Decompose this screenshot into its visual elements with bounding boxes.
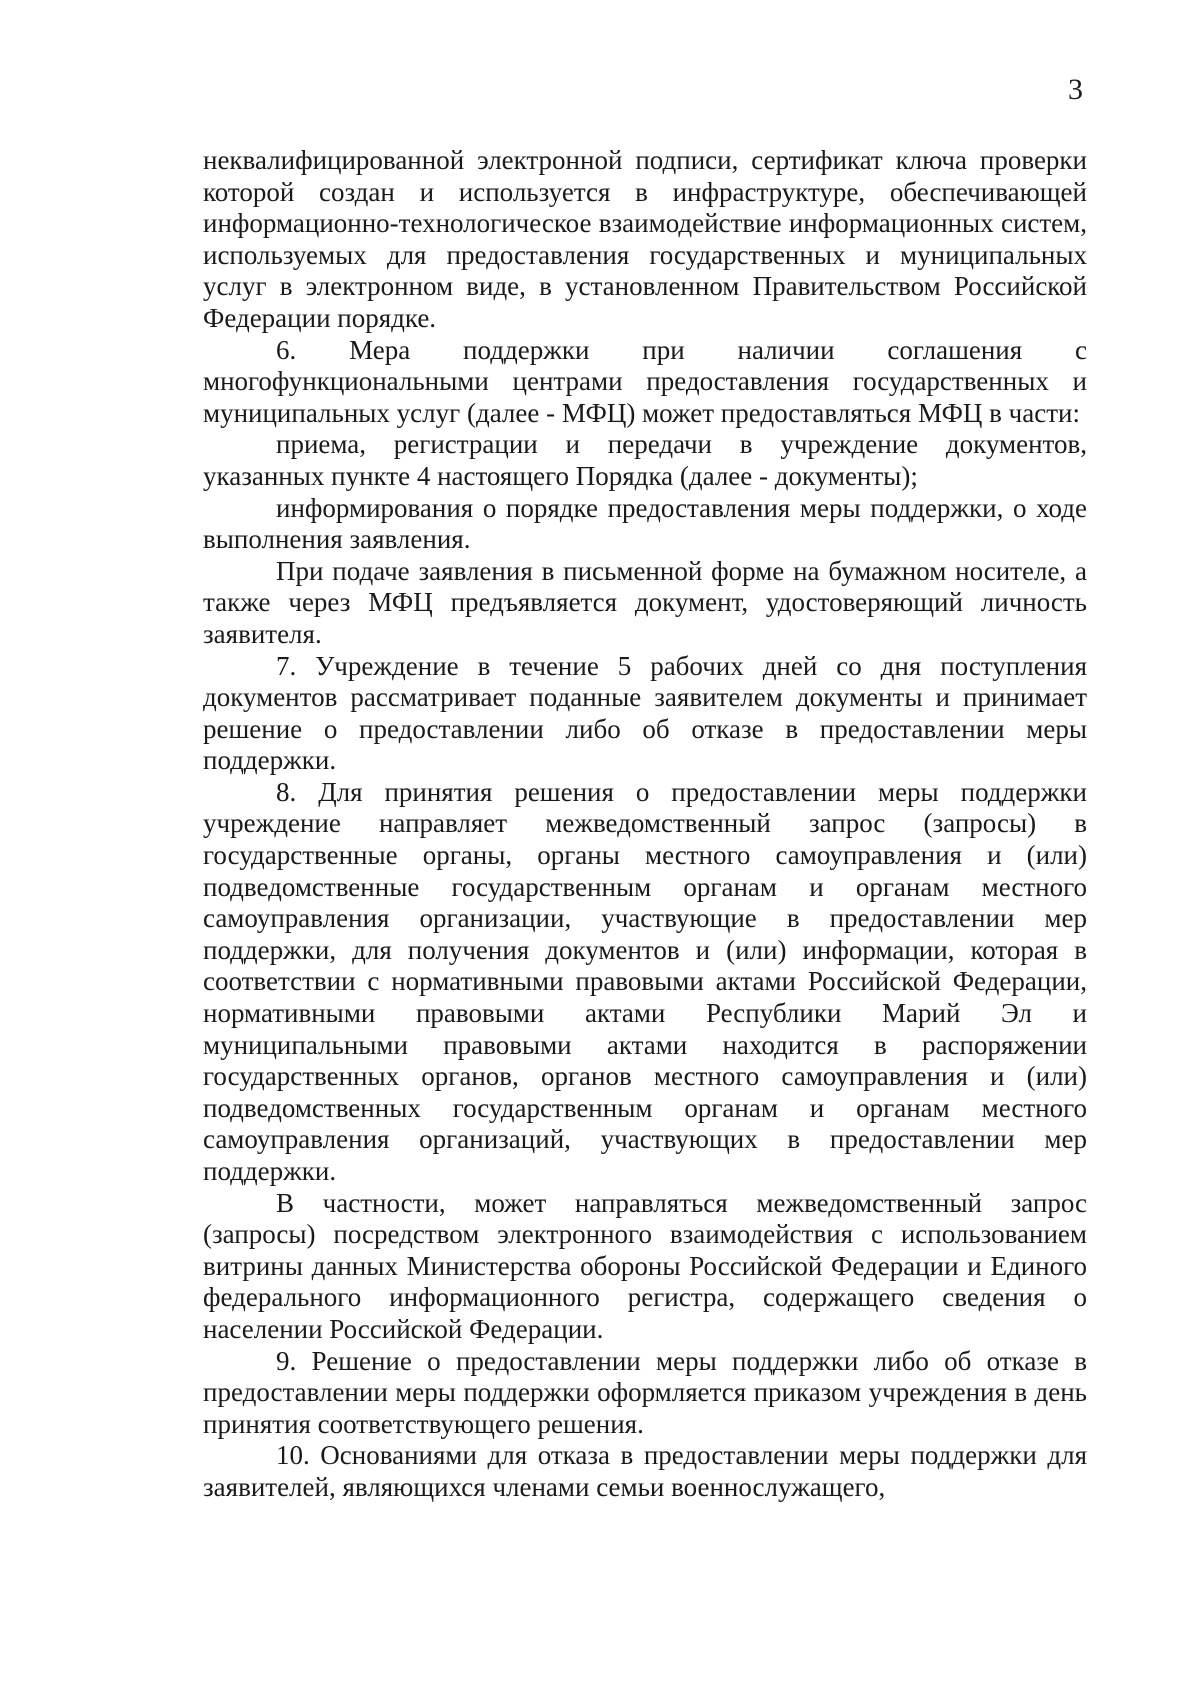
paragraph: 6. Мера поддержки при наличии соглашения с многофункциональными центрами предоставления государственных и муниципальных услуг (далее - МФЦ) может предоставляться МФЦ в части: — [203, 334, 1087, 428]
paragraph: 7. Учреждение в течение 5 рабочих дней со дня поступления документов рассматривает поданные заявителем документы и принимает решение о предоставлении либо об отказе в предоставлении меры поддержки. — [203, 650, 1087, 776]
paragraph: В частности, может направляться межведомственный запрос (запросы) посредством электронного взаимодействия с использованием витрины данных Министерства обороны Российской Федерации и Единого федерального информационного регистра, содержащего сведения о населении Российской Федерации. — [203, 1187, 1087, 1344]
paragraph: 8. Для принятия решения о предоставлении меры поддержки учреждение направляет межведомственный запрос (запросы) в государственные органы, органы местного самоуправления и (или) подведомственные государственным органам и органам местного самоуправления организации, участвующие в предоставлении мер поддержки, для получения документов и (или) информации, которая в соответствии с нормативными правовыми актами Российской Федерации, нормативными правовыми актами Республики Марий Эл и муниципальными правовыми актами находится в распоряжении государственных органов, органов местного самоуправления и (или) подведомственных государственным органам и органам местного самоуправления организаций, участвующих в предоставлении мер поддержки. — [203, 776, 1087, 1186]
paragraph: неквалифицированной электронной подписи, сертификат ключа проверки которой создан и используется в инфраструктуре, обеспечивающей информационно-технологическое взаимодействие информационных систем, используемых для предоставления государственных и муниципальных услуг в электронном виде, в установленном Правительством Российской Федерации порядке. — [203, 145, 1087, 333]
document-body — [203, 145, 1087, 1504]
paragraph: При подаче заявления в письменной форме на бумажном носителе, а также через МФЦ предъявляется документ, удостоверяющий личность заявителя. — [203, 555, 1087, 649]
page-number: 3 — [1068, 73, 1083, 106]
paragraph: приема, регистрации и передачи в учреждение документов, указанных пункте 4 настоящего Порядка (далее - документы); — [203, 429, 1087, 491]
paragraph: 9. Решение о предоставлении меры поддержки либо об отказе в предоставлении меры поддержки оформляется приказом учреждения в день принятия соответствующего решения. — [203, 1345, 1087, 1439]
paragraph: 10. Основаниями для отказа в предоставлении меры поддержки для заявителей, являющихся членами семьи военнослужащего, — [203, 1440, 1087, 1502]
paragraph: информирования о порядке предоставления меры поддержки, о ходе выполнения заявления. — [203, 492, 1087, 555]
